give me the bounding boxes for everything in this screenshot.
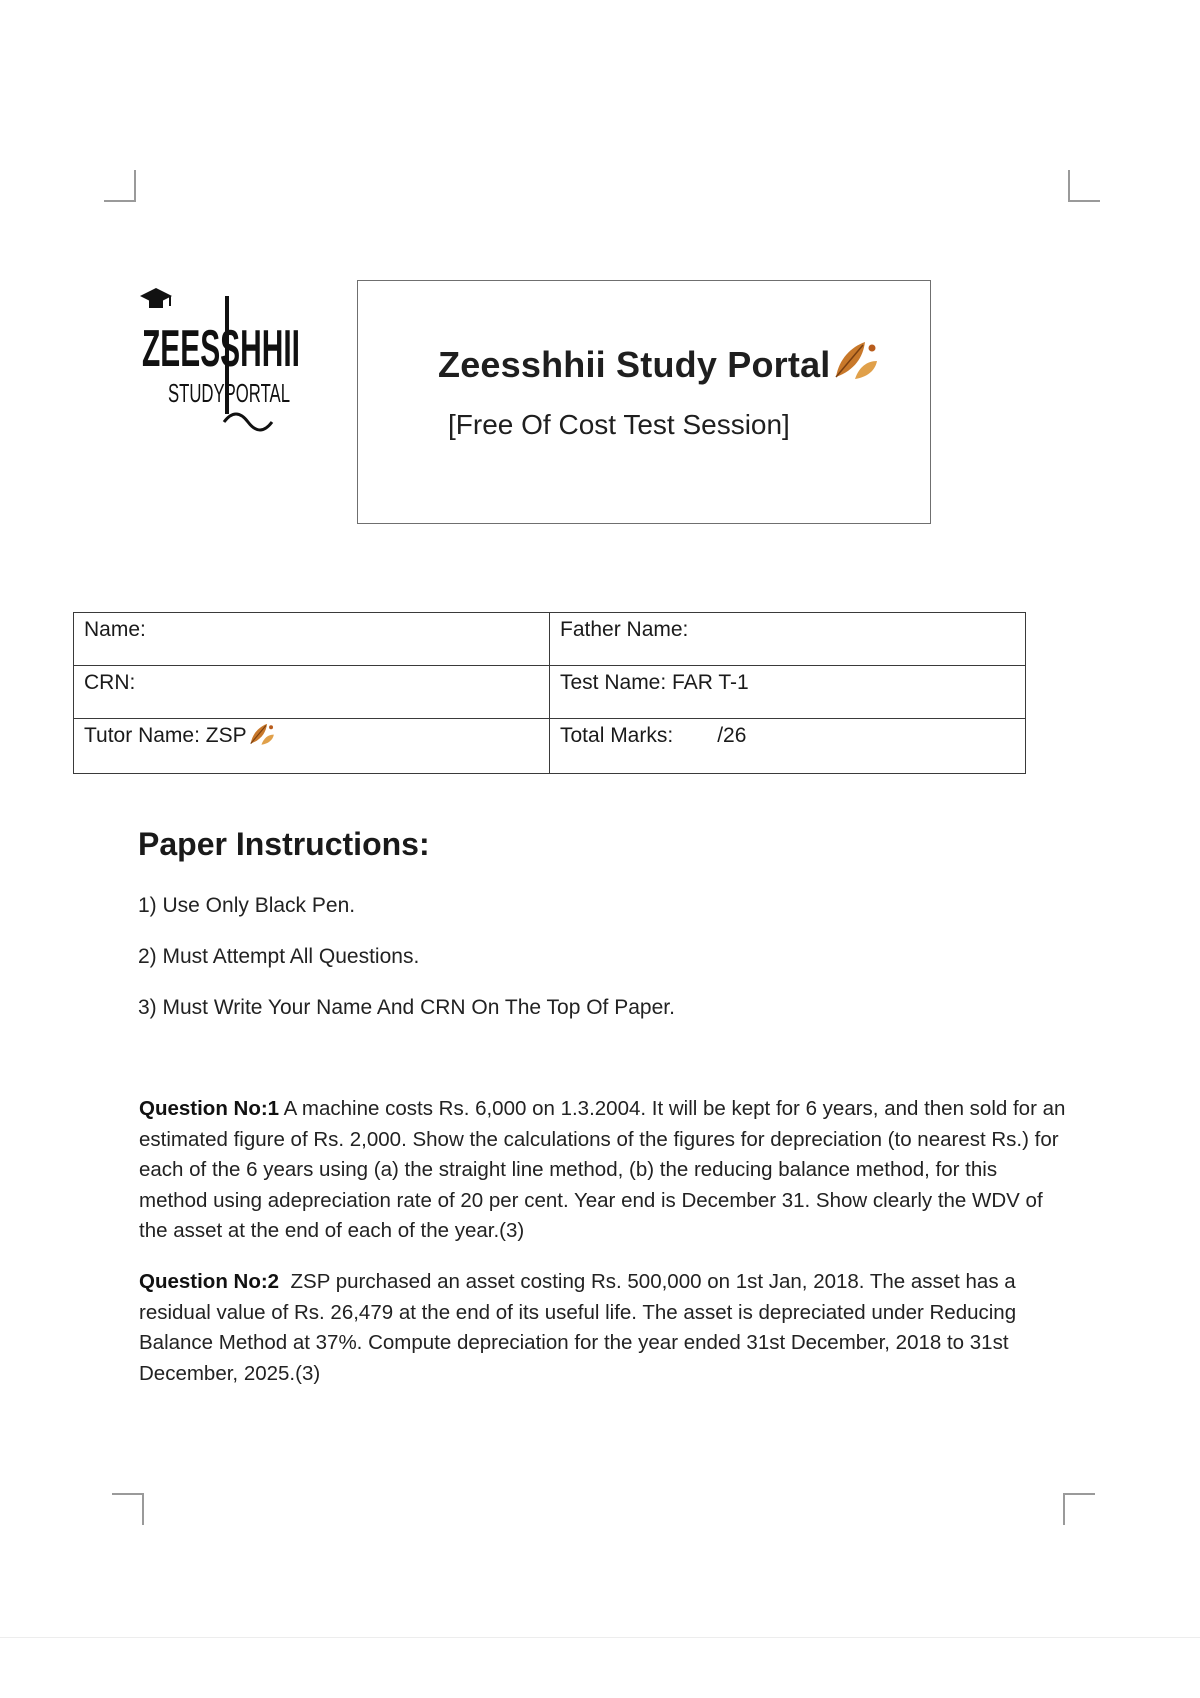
- instruction-item: 3) Must Write Your Name And CRN On The Top Of Paper.: [138, 996, 675, 1019]
- table-row: [74, 613, 1026, 666]
- test-name-text: Test Name: FAR T-1: [560, 671, 749, 694]
- header-box: [357, 280, 931, 524]
- crop-mark-top-left: [104, 170, 136, 202]
- crop-mark-bottom-right: [1063, 1493, 1095, 1525]
- father-name-field[interactable]: [550, 613, 1026, 666]
- instruction-item: 1) Use Only Black Pen.: [138, 894, 356, 917]
- total-marks-value: /26: [717, 724, 747, 747]
- crop-mark-top-right: [1068, 170, 1100, 202]
- instructions-title: Paper Instructions:: [138, 826, 430, 862]
- zeesshhii-logo: [140, 282, 320, 442]
- question-label: Question No:2: [139, 1270, 280, 1293]
- total-marks-label: Total Marks:: [560, 724, 674, 747]
- header-subtitle: [Free Of Cost Test Session]: [448, 409, 790, 440]
- table-row: [74, 719, 1026, 774]
- student-info-table: [73, 612, 1026, 774]
- father-name-label: Father Name:: [560, 618, 689, 641]
- question-2: [139, 1267, 1069, 1389]
- logo-sub-text: STUDYPORTAL: [168, 378, 290, 408]
- test-name-cell: [550, 666, 1026, 719]
- question-text: A machine costs Rs. 6,000 on 1.3.2004. It will be kept for 6 years, and then sold for an estimated figure of Rs. 2,000. Show the calculations of the figures for depreciation (to nearest Rs.) for each of the 6 years using (a) the straight line method, (b) the reducing balance method, for this method using adepreciation rate of 20 per cent. Year end is December 31. Show clearly the WDV of the asset at the end of each of the year.(3): [139, 1097, 1066, 1242]
- autumn-leaf-icon: [833, 339, 879, 381]
- name-field[interactable]: [74, 613, 550, 666]
- name-label: Name:: [84, 618, 146, 641]
- graduation-cap-icon: [140, 288, 172, 308]
- tutor-name-cell: [74, 719, 550, 774]
- question-label: Question No:1: [139, 1097, 280, 1120]
- instruction-item: 2) Must Attempt All Questions.: [138, 945, 420, 968]
- tutor-name-text: Tutor Name: ZSP: [84, 724, 247, 747]
- table-row: [74, 666, 1026, 719]
- page-bottom-divider: [0, 1637, 1200, 1638]
- logo-main-text: ZEESSHHII: [142, 320, 300, 378]
- question-text: ZSP purchased an asset costing Rs. 500,000 on 1st Jan, 2018. The asset has a residual value of Rs. 26,479 at the end of its useful life. The asset is depreciated under Reducing Balance Method at 37%. Compute depreciation for the year ended 31st December, 2018 to 31st December, 2025.(3): [139, 1270, 1017, 1385]
- autumn-leaf-icon: [249, 722, 275, 746]
- total-marks-field[interactable]: [550, 719, 1026, 774]
- crn-label: CRN:: [84, 671, 136, 694]
- crop-mark-bottom-left: [112, 1493, 144, 1525]
- header-title-text: Zeesshhii Study Portal: [438, 344, 831, 385]
- header-title: [438, 339, 879, 386]
- question-1: [139, 1094, 1069, 1247]
- crn-field[interactable]: [74, 666, 550, 719]
